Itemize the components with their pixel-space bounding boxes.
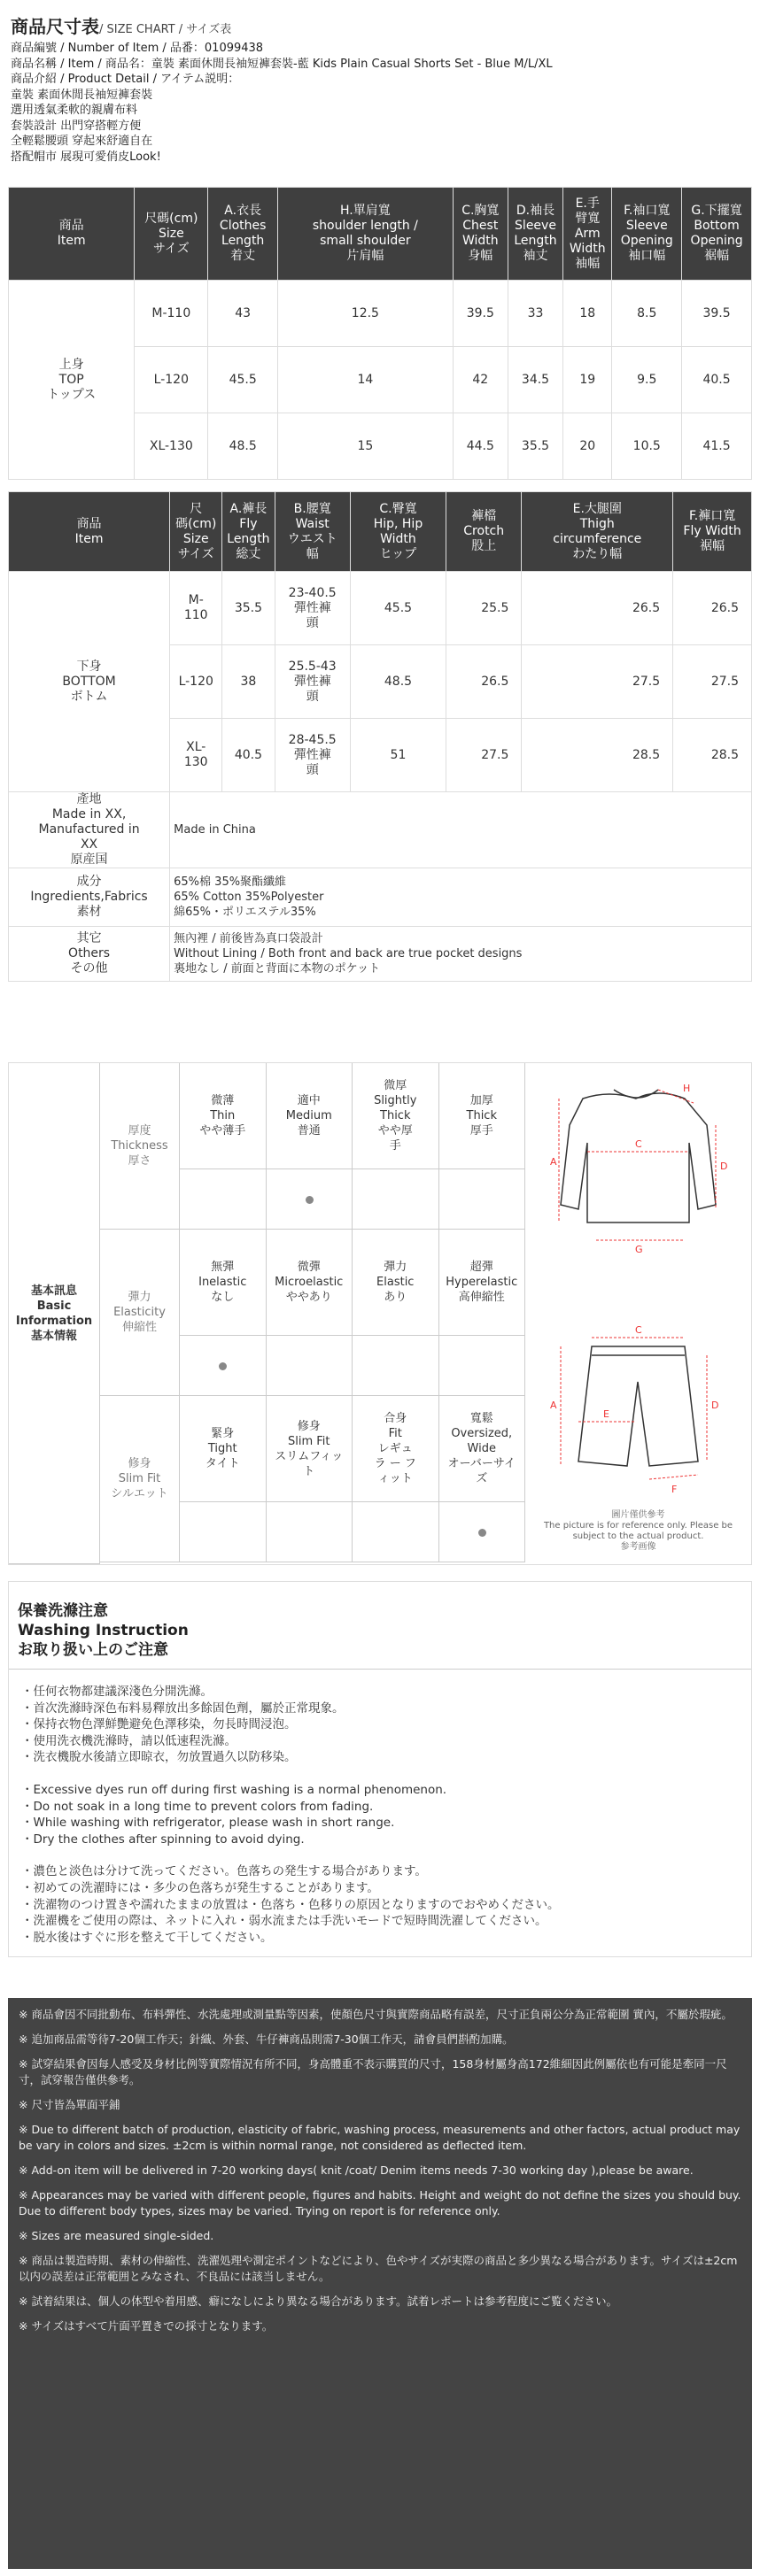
bottom-cell: 28.5: [673, 719, 752, 792]
basic-info-label-text: 基本訊息 Basic Information 基本情報: [15, 1284, 93, 1343]
note-item: ※ Sizes are measured single-sided.: [19, 2229, 214, 2242]
bottom-cell: L-120: [170, 645, 222, 719]
top-cell: 45.5: [208, 347, 278, 413]
diag-letter-d: D: [720, 1161, 728, 1172]
washing-line: ・洗濯物のつけ置きや濡れたままの放置は・色落ち・色移りの原因となりますのでおやめください。: [21, 1897, 560, 1912]
basic-info-label: [9, 1063, 100, 1564]
washing-divider: [9, 1669, 751, 1670]
basic-option: 修身 Slim Fit スリムフィッ ト: [267, 1396, 353, 1502]
basic-option: 緊身 Tight タイト: [180, 1396, 267, 1502]
washing-line: [21, 1766, 560, 1782]
bottom-header-6: E.大腿圍 Thigh circumference わたり幅: [522, 492, 673, 572]
top-cell: M-110: [135, 281, 208, 347]
washing-line: ・Excessive dyes run off during first washing is a normal phenomenon.: [21, 1782, 447, 1797]
title-sub: / SIZE CHART / サイズ表: [99, 23, 232, 36]
basic-option-mark: [439, 1169, 526, 1230]
washing-line: ・脱水後はすぐに形を整えて干してください。: [21, 1930, 273, 1945]
washing-title: 保養洗滌注意 Washing Instruction お取り扱い上のご注意: [18, 1602, 189, 1659]
info-line: 商品名稱 / Item / 商品名：童裝 素面休閒長袖短褲套裝-藍 Kids Plain Casual Shorts Set - Blue M/L/XL: [11, 57, 553, 71]
top-header-3: H.單肩寬 shoulder length / small shoulder 片肩幅: [278, 188, 454, 281]
washing-lines: [21, 1684, 560, 1946]
bottom-cell: 27.5: [446, 719, 522, 792]
washing-line: ・洗衣機脫水後請立即晾衣，勿放置過久以防移染。: [21, 1750, 297, 1765]
bottom-cell: 27.5: [673, 645, 752, 719]
top-header-4: C.胸寬 Chest Width 身幅: [453, 188, 508, 281]
diagram-note: 圖片僅供參考 The picture is for reference only. Please be subject to the actual product. 参考画像: [543, 1510, 733, 1552]
top-header-6: E.手 臂寬 Arm Width 袖幅: [563, 188, 612, 281]
basic-option-mark: [180, 1502, 267, 1562]
product-info: [11, 41, 553, 165]
top-cell: 12.5: [278, 281, 454, 347]
bottom-other-value: 無內裡 / 前後皆為真口袋設計 Without Lining / Both front and back are true pocket designs 裏地なし / 前面と背面に本物のポケット: [170, 927, 752, 982]
info-line: 選用透氣柔軟的親膚布料: [11, 104, 138, 117]
bottom-header-7: F.褲口寬 Fly Width 裾幅: [673, 492, 752, 572]
bottom-material-label: 成分 Ingredients,Fabrics 素材: [9, 868, 170, 927]
top-cell: 34.5: [508, 347, 562, 413]
note-item: ※ Add-on item will be delivered in 7-20 working days( knit /coat/ Denim items needs 7-30 working day ),please be aware.: [19, 2163, 694, 2177]
diag-letter-c: C: [635, 1138, 642, 1150]
bottom-header-3: B.腰寬 Waist ウエスト 幅: [275, 492, 350, 572]
basic-option: 適中 Medium 普通: [267, 1063, 353, 1169]
basic-option-mark: [353, 1169, 439, 1230]
top-cell: 9.5: [612, 347, 682, 413]
diag-letter-f: F: [671, 1484, 678, 1495]
top-cell: 43: [208, 281, 278, 347]
basic-info-panel: [8, 1062, 752, 1565]
basic-option-mark: [353, 1336, 439, 1396]
basic-option-mark: [267, 1336, 353, 1396]
note-item: ※ 追加商品需等待7-20個工作天；針織、外套、牛仔褲商品則需7-30個工作天，請會員們斟酌加購。: [19, 2032, 514, 2046]
basic-row-label: 厚度 Thickness 厚さ: [100, 1063, 180, 1230]
top-cell: 39.5: [682, 281, 752, 347]
top-cell: 8.5: [612, 281, 682, 347]
bottom-cell: 48.5: [350, 645, 446, 719]
sweater-outline: [561, 1093, 716, 1222]
bottom-origin-value: Made in China: [170, 792, 752, 868]
note-item: ※ サイズはすべて片面平置きでの採寸となります。: [19, 2319, 274, 2333]
basic-option: 超彈 Hyperelastic 高伸縮性: [439, 1230, 526, 1336]
bottom-header-0: 商品 Item: [9, 492, 170, 572]
note-item: ※ 試穿結果會因每人感受及身材比例等實際情況有所不同，身高體重不表示購買的尺寸，158身材屬身高172維細因此例屬依也有可能是牽同一尺寸，試穿報告僅供參考。: [19, 2057, 727, 2086]
garment-diagram: [525, 1063, 751, 1564]
top-header-0: 商品 Item: [9, 188, 135, 281]
bottom-cell: M- 110: [170, 572, 222, 645]
diag-letter-g: G: [635, 1244, 643, 1255]
washing-line: ・濃色と淡色は分けて洗ってください。色落ちの発生する場合があります。: [21, 1864, 427, 1879]
bottom-cell: 38: [222, 645, 275, 719]
washing-line: ・首次洗滌時深色布料易釋放出多餘固色劑，屬於正常現象。: [21, 1701, 345, 1716]
top-header-7: F.袖口寬 Sleeve Opening 袖口幅: [612, 188, 682, 281]
selected-dot-icon: [219, 1362, 227, 1370]
bottom-cell: 25.5: [446, 572, 522, 645]
bottom-cell: 35.5: [222, 572, 275, 645]
diag-letter-e: E: [603, 1408, 609, 1420]
top-header-2: A.衣長 Clothes Length 着丈: [208, 188, 278, 281]
diag-letter-c2: C: [635, 1324, 642, 1336]
table-row: [9, 572, 752, 645]
bottom-cell: 45.5: [350, 572, 446, 645]
bottom-cell: 40.5: [222, 719, 275, 792]
bottom-cell: 51: [350, 719, 446, 792]
bottom-header-4: C.臀寬 Hip, Hip Width ヒップ: [350, 492, 446, 572]
bottom-cell: 26.5: [673, 572, 752, 645]
washing-line: ・While washing with refrigerator, please wash in short range.: [21, 1816, 395, 1831]
top-cell: XL-130: [135, 413, 208, 480]
bottom-header-5: 褲檔 Crotch 股上: [446, 492, 522, 572]
diag-letter-a: A: [550, 1156, 557, 1168]
diag-letter-h: H: [683, 1083, 691, 1094]
top-cell: 19: [563, 347, 612, 413]
top-header-5: D.袖長 Sleeve Length 袖丈: [508, 188, 562, 281]
washing-line: [21, 1847, 560, 1863]
basic-option: 微彈 Microelastic ややあり: [267, 1230, 353, 1336]
basic-option-mark: [180, 1169, 267, 1230]
top-cell: 18: [563, 281, 612, 347]
washing-line: ・Dry the clothes after spinning to avoid dying.: [21, 1832, 305, 1847]
top-cell: 42: [453, 347, 508, 413]
top-size-table: [8, 187, 752, 480]
top-cell: 15: [278, 413, 454, 480]
top-cell: 39.5: [453, 281, 508, 347]
washing-line: ・洗濯機をご使用の際は、ネットに入れ・弱水流または手洗いモードで短時間洗濯してください。: [21, 1914, 547, 1929]
basic-grid: [100, 1063, 525, 1564]
bottom-origin-label: 產地 Made in XX, Manufactured in XX 原産国: [9, 792, 170, 868]
bottom-cell: 25.5-43 彈性褲 頭: [275, 645, 350, 719]
basic-option-mark: [267, 1169, 353, 1230]
top-header-8: G.下擺寬 Bottom Opening 裾幅: [682, 188, 752, 281]
note-item: ※ 商品會因不同批動布、布料彈性、水洗處理或測量點等因素，使顏色尺寸與實際商品略有誤差，尺寸正負兩公分為正常範圍 實內，不屬於瑕疵。: [19, 2008, 733, 2021]
table-row: [9, 281, 752, 347]
basic-option: 彈力 Elastic あり: [353, 1230, 439, 1336]
top-item-label: 上身 TOP トップス: [9, 281, 135, 480]
washing-line: ・任何衣物都建議深淺色分開洗滌。: [21, 1685, 213, 1699]
diag-letter-d2: D: [711, 1400, 719, 1411]
info-line: 搭配帽市 展現可愛俏皮Look!: [11, 150, 161, 164]
info-line: 童裝 素面休閒長袖短褲套裝: [11, 88, 153, 102]
bottom-size-table: [8, 491, 752, 982]
selected-dot-icon: [306, 1196, 314, 1204]
washing-line: ・Do not soak in a long time to prevent colors from fading.: [21, 1799, 374, 1814]
basic-option-mark: [180, 1336, 267, 1396]
basic-option: 合身 Fit レギュ ラ ー フ ィット: [353, 1396, 439, 1502]
washing-panel: [8, 1581, 752, 1957]
top-cell: 14: [278, 347, 454, 413]
note-item: ※ 商品は製造時期、素材の伸縮性、洗濯処理や測定ポイントなどにより、色やサイズが実際の商品と多少異なる場合があります。サイズは±2cm以内の誤差は正常範囲とみなされ、不良品には該当しません。: [19, 2254, 738, 2283]
bottom-cell: 26.5: [522, 572, 673, 645]
washing-line: ・初めての洗濯時には・多少の色落ちが発生することがあります。: [21, 1880, 379, 1895]
info-line: 商品介紹 / Product Detail / アイテム説明：: [11, 73, 240, 86]
top-cell: 44.5: [453, 413, 508, 480]
basic-row-label: 修身 Slim Fit シルエット: [100, 1396, 180, 1562]
basic-option: 加厚 Thick 厚手: [439, 1063, 526, 1169]
top-cell: 35.5: [508, 413, 562, 480]
washing-line: ・使用洗衣機洗滌時，請以低速程洗滌。: [21, 1733, 237, 1748]
diag-letter-a2: A: [550, 1400, 557, 1411]
basic-option: 微厚 Slightly Thick やや厚 手: [353, 1063, 439, 1169]
bottom-material-value: 65%棉 35%聚酯纖維 65% Cotton 35%Polyester 綿65%・ポリエステル35%: [170, 868, 752, 927]
top-cell: 33: [508, 281, 562, 347]
top-cell: 20: [563, 413, 612, 480]
note-item: ※ 尺寸皆為單面平鋪: [19, 2098, 120, 2111]
page-title: [11, 12, 231, 38]
basic-option-mark: [353, 1502, 439, 1562]
basic-option: 微薄 Thin やや薄手: [180, 1063, 267, 1169]
bottom-item-label: 下身 BOTTOM ボトム: [9, 572, 170, 792]
bottom-other-label: 其它 Others その他: [9, 927, 170, 982]
bottom-cell: 28.5: [522, 719, 673, 792]
top-cell: 10.5: [612, 413, 682, 480]
selected-dot-icon: [478, 1529, 486, 1537]
bottom-header-1: 尺 碼(cm) Size サイズ: [170, 492, 222, 572]
note-item: ※ 試着結果は、個人の体型や着用感、癖になしにより異なる場合があります。試着レポートは参考程度にご覧ください。: [19, 2294, 617, 2308]
note-item: ※ Appearances may be varied with different people, figures and habits. Height and weight do not define the sizes you should buy. Due to different body types, sizes may be varied. Trying on report is for reference only.: [19, 2188, 741, 2217]
notes-panel: [8, 1998, 752, 2569]
basic-option-mark: [439, 1502, 526, 1562]
bottom-cell: 27.5: [522, 645, 673, 719]
bottom-cell: XL- 130: [170, 719, 222, 792]
title-cn: 商品尺寸表: [11, 16, 99, 37]
bottom-cell: 28-45.5 彈性褲 頭: [275, 719, 350, 792]
basic-row-label: 彈力 Elasticity 伸縮性: [100, 1230, 180, 1396]
top-cell: 48.5: [208, 413, 278, 480]
basic-option-mark: [439, 1336, 526, 1396]
info-line: 商品編號 / Number of Item / 品番：01099438: [11, 42, 264, 55]
top-header-1: 尺碼(cm) Size サイズ: [135, 188, 208, 281]
info-line: 套裝設計 出門穿搭輕方便: [11, 119, 142, 133]
bottom-cell: 26.5: [446, 645, 522, 719]
basic-option: 無彈 Inelastic なし: [180, 1230, 267, 1336]
shorts-outline: [578, 1346, 698, 1466]
info-line: 全輕鬆腰頭 穿起來舒適自在: [11, 135, 153, 148]
top-cell: 40.5: [682, 347, 752, 413]
bottom-cell: 23-40.5 彈性褲 頭: [275, 572, 350, 645]
diagram-svg: [525, 1063, 751, 1564]
washing-line: ・保持衣物色澤鮮艷避免色澤移染，勿長時間浸泡。: [21, 1717, 297, 1732]
basic-option-mark: [267, 1502, 353, 1562]
basic-option: 寬鬆 Oversized, Wide オーバーサイ ズ: [439, 1396, 526, 1502]
note-item: ※ Due to different batch of production, elasticity of fabric, washing process, measurements and other factors, actual product may be vary in colors and sizes. ±2cm is within normal range, not considered as deflected item.: [19, 2123, 741, 2152]
bottom-header-2: A.褲長 Fly Length 総丈: [222, 492, 275, 572]
top-cell: L-120: [135, 347, 208, 413]
top-cell: 41.5: [682, 413, 752, 480]
